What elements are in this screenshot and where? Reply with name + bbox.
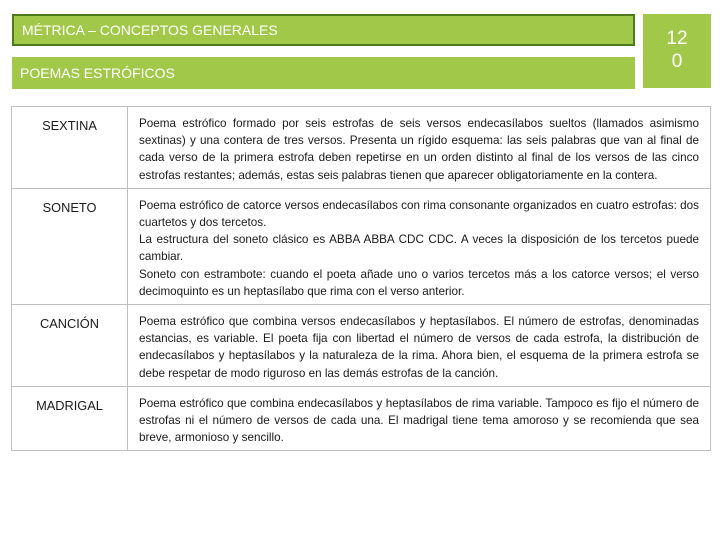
table-row-sextina	[12, 107, 711, 189]
definition-cell	[128, 188, 711, 304]
title-bar	[12, 14, 635, 46]
page-number-line-1: 12	[666, 28, 688, 49]
poem-types-table	[11, 106, 711, 451]
definition-text: La estructura del soneto clásico es ABBA ABBA CDC CDC. A veces la disposición de los tercetos puede cambiar.	[139, 233, 699, 264]
definition-text: Poema estrófico formado por seis estrofas de seis versos endecasílabos sueltos (llamados asimismo sextinas) y una contera de tres versos. Presenta un rígido esquema: las seis palabras que van al final de cada verso de la primera estrofa deben repetirse en un orden distinto al final de los versos de las cinco estrofas restantes; además, estas seis palabras tienen que aparecer obligatoriamente en la contera.	[139, 117, 699, 182]
table-row-soneto	[12, 188, 711, 304]
page-title: MÉTRICA – CONCEPTOS GENERALES	[22, 22, 278, 38]
page-number-badge	[643, 14, 711, 88]
definition-text: Poema estrófico que combina versos endecasílabos y heptasílabos. El número de estrofas, denominadas estancias, es variable. El poeta fija con libertad el número de versos de cada estrofa, la distribución de endecasílabos y heptasílabos y la naturaleza de la rima. Ahora bien, el esquema de la primera estrofa se debe respetar de modo riguroso en las demás estrofas de la canción.	[139, 315, 699, 380]
definition-text: Poema estrófico que combina endecasílabos y heptasílabos de rima variable. Tampoco es fijo el número de estrofas ni el número de versos de cada una. El madrigal tiene tema amoroso y se recomienda que sea breve, armonioso y sencillo.	[139, 396, 699, 445]
section-subtitle: POEMAS ESTRÓFICOS	[20, 65, 175, 81]
term-cell: CANCIÓN	[12, 305, 128, 387]
page-number-line-2: 0	[671, 51, 683, 72]
term-cell: MADRIGAL	[12, 386, 128, 451]
definition-cell	[128, 107, 711, 189]
term-cell: SONETO	[12, 188, 128, 304]
table-row-madrigal	[12, 386, 711, 451]
subtitle-bar	[12, 57, 635, 89]
definition-cell	[128, 305, 711, 387]
definition-text: Poema estrófico de catorce versos endecasílabos con rima consonante organizados en cuatro estrofas: dos cuartetos y dos tercetos.	[139, 198, 699, 230]
table-row-cancion	[12, 305, 711, 387]
definition-text: Soneto con estrambote: cuando el poeta añade uno o varios tercetos más a los catorce versos; el verso decimoquinto es un heptasílabo que rima con el verso anterior.	[139, 267, 699, 298]
definition-cell	[128, 386, 711, 451]
term-cell: SEXTINA	[12, 107, 128, 189]
